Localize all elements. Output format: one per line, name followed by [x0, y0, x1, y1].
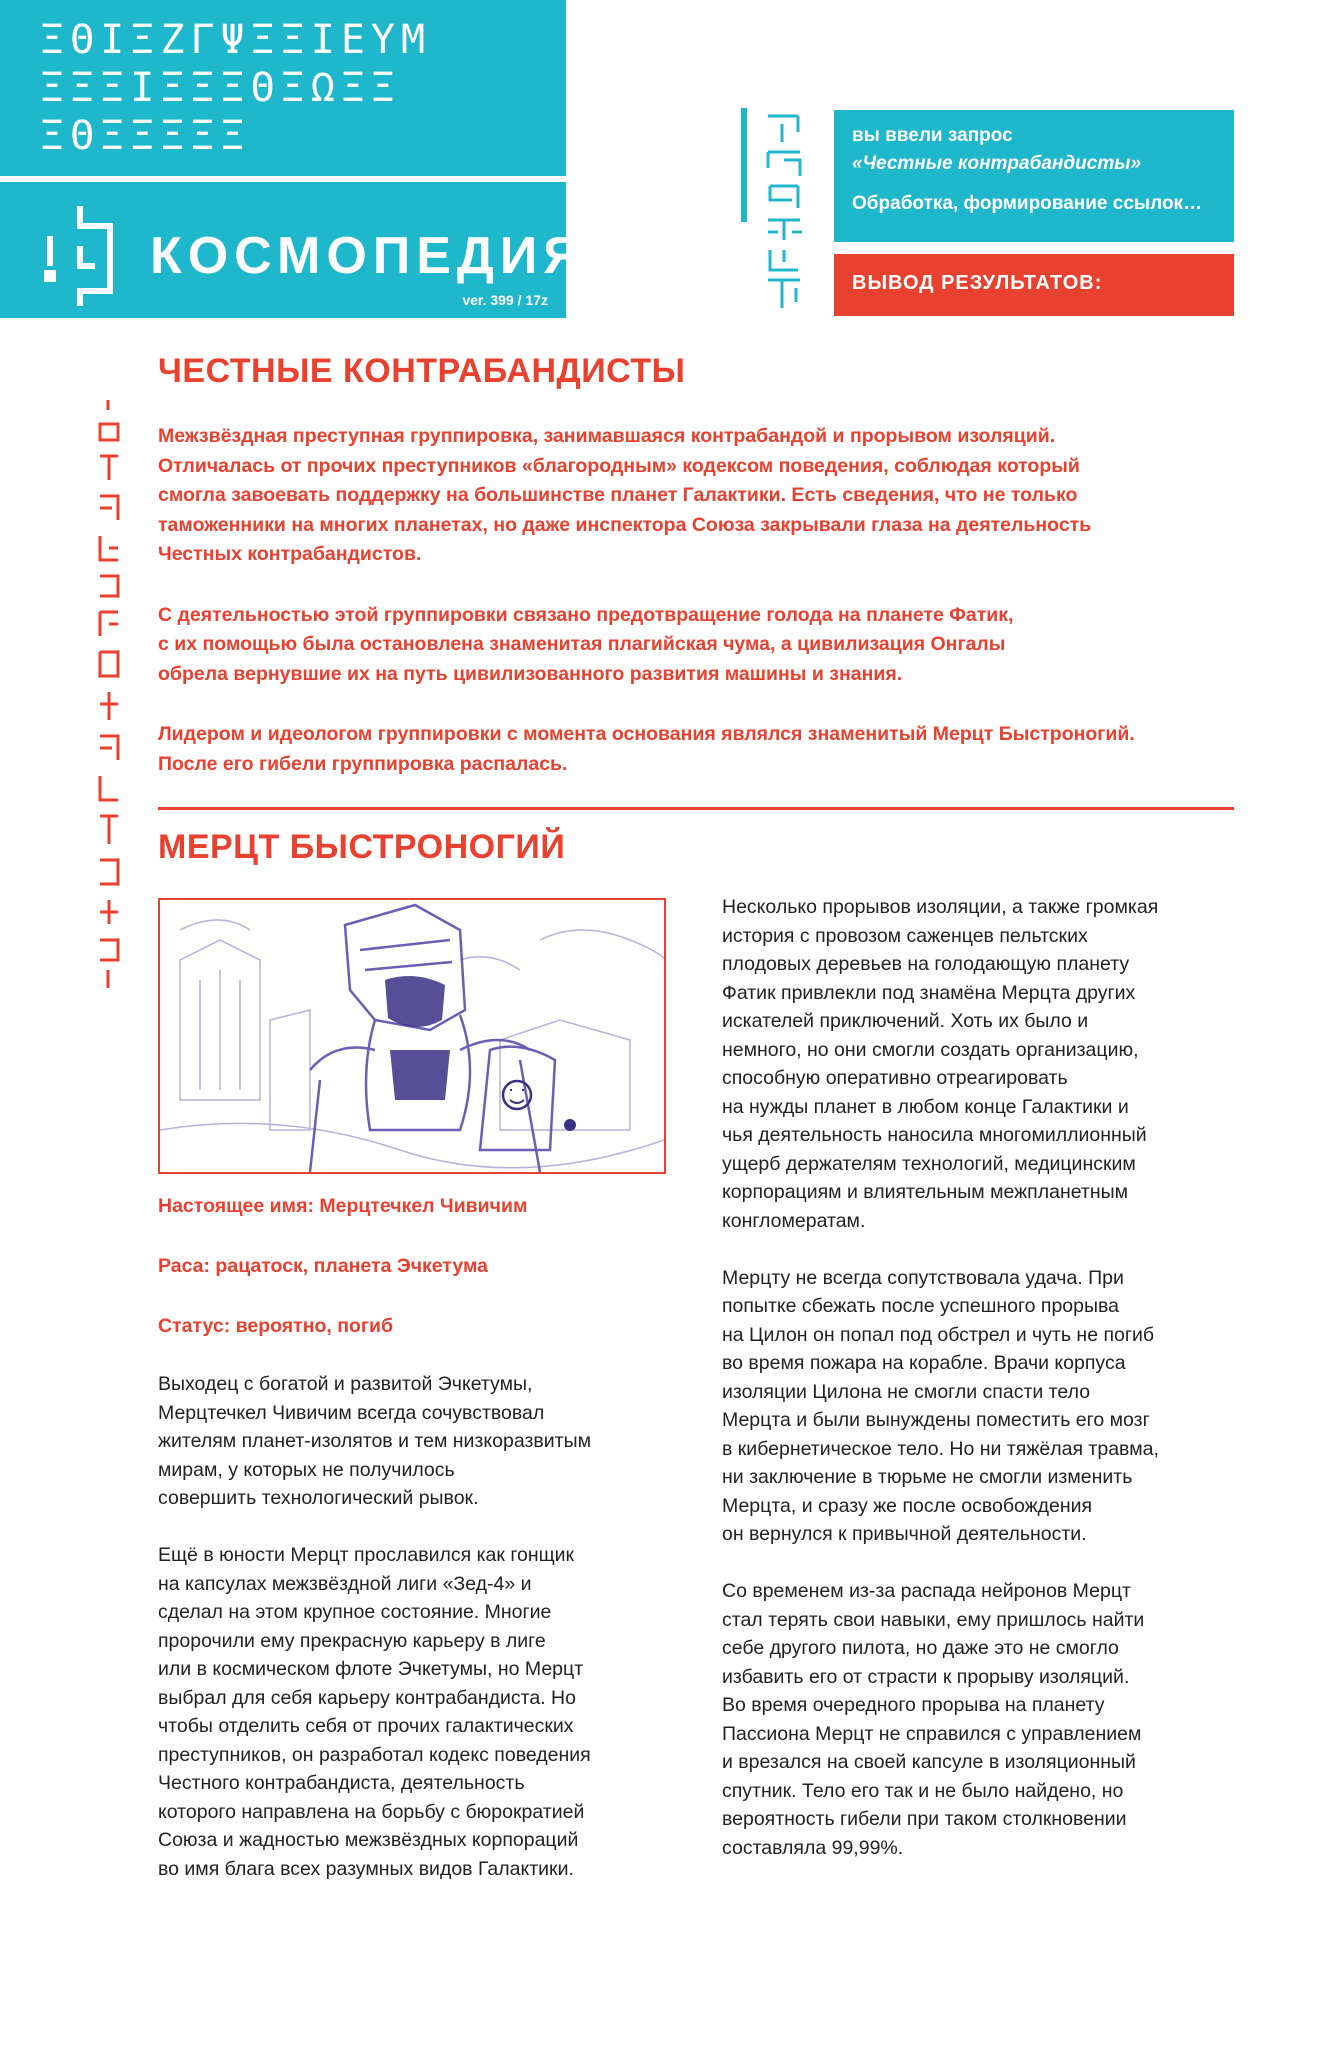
alien-script-row-1: ΞΘΙΞΖΓΨΞΞΙΕΥΜ	[40, 17, 432, 63]
text-line: Во время очередного прорыва на планету	[722, 1694, 1105, 1716]
text-line: Мерцта и были вынуждены поместить его мозг	[722, 1409, 1150, 1431]
text-line: немного, но они смогли создать организацию,	[722, 1038, 1139, 1061]
results-banner: ВЫВОД РЕЗУЛЬТАТОВ:	[834, 254, 1234, 316]
text-line: Несколько прорывов изоляции, а также громкая	[722, 896, 1159, 918]
intro-paragraph	[158, 422, 1238, 570]
header-stripe-gap	[0, 176, 566, 182]
text-line: Честного контрабандиста, деятельность	[158, 1772, 525, 1794]
article-intro	[158, 422, 1238, 810]
text-line: во время пожара на корабле. Врачи корпуса	[722, 1352, 1126, 1374]
text-line: которого направлена на борьбу с бюрократией	[158, 1800, 585, 1823]
text-line: Пассиона Мерцт не справился с управлением	[722, 1722, 1142, 1745]
text-line: он вернулся к привычной деятельности.	[722, 1523, 1087, 1545]
character-facts	[158, 1192, 678, 1372]
vertical-alien-script-red-icon	[88, 400, 128, 990]
intro-paragraph	[158, 720, 1238, 779]
alien-script-row-2: ΞΞΞΙΞΞΞΘΞΩΞΞ	[40, 65, 401, 111]
query-text: «Честные контрабандисты»	[852, 153, 1142, 174]
text-line: в кибернетическое тело. Но ни тяжёлая травма,	[722, 1437, 1159, 1460]
fact-race: Раса: рацатоск, планета Эчкетума	[158, 1255, 489, 1277]
intro-paragraph	[158, 601, 1238, 690]
text-line: таможенники на многих планетах, но даже инспектора Союза закрывали глаза на деятельность	[158, 513, 1092, 536]
body-paragraph	[158, 1541, 678, 1883]
section-divider	[158, 807, 1234, 810]
text-line: Мерцтечкел Чивичим всегда сочувствовал	[158, 1401, 545, 1424]
text-line: Лидером и идеологом группировки с момента основания являлся знаменитый Мерцт Быстроногий.	[158, 723, 1135, 745]
text-line: себе другого пилота, но даже это не смогло	[722, 1637, 1119, 1659]
text-line: и врезался на своей капсуле в изоляционный	[722, 1751, 1136, 1773]
left-column-text	[158, 1370, 678, 1912]
logo-wordmark: КОСМОПЕДИЯ	[150, 227, 587, 285]
text-line: Отличалась от прочих преступников «благородным» кодексом поведения, соблюдая который	[158, 454, 1080, 477]
query-processing-status: Обработка, формирование ссылок…	[852, 193, 1203, 214]
text-line: конгломератам.	[722, 1209, 866, 1232]
text-line: Ещё в юности Мерцт прославился как гонщик	[158, 1544, 575, 1566]
text-line: пророчили ему прекрасную карьеру в лиге	[158, 1629, 546, 1652]
body-paragraph	[722, 1577, 1242, 1862]
text-line: чтобы отделить себя от прочих галактических	[158, 1715, 574, 1737]
text-line: попытке сбежать после успешного прорыва	[722, 1295, 1119, 1317]
text-line: Межзвёздная преступная группировка, занимавшаяся контрабандой и прорывом изоляций.	[158, 425, 1056, 447]
robot-sketch-image	[160, 900, 664, 1172]
fact-real-name: Настоящее имя: Мерцтечкел Чивичим	[158, 1195, 528, 1217]
text-line: стал терять свои навыки, ему пришлось найти	[722, 1608, 1145, 1631]
text-line: Мерцту не всегда сопутствовала удача. При	[722, 1266, 1124, 1289]
text-line: Честных контрабандистов.	[158, 543, 422, 565]
text-line: смогла завоевать поддержку на большинстве планет Галактики. Есть сведения, что не только	[158, 484, 1078, 506]
text-line: с их помощью была остановлена знаменитая плагийская чума, а цивилизация Онгалы	[158, 633, 1006, 655]
text-line: корпорациям и влиятельным межпланетным	[722, 1181, 1129, 1203]
logo-icon	[40, 206, 120, 306]
text-line: во имя блага всех разумных видов Галактики.	[158, 1857, 574, 1880]
text-line: Фатик привлекли под знамёна Мерцта других	[722, 981, 1136, 1004]
text-line: на капсулах межзвёздной лиги «Зед-4» и	[158, 1572, 532, 1595]
query-accent-bar	[741, 108, 747, 222]
body-paragraph	[722, 1264, 1242, 1549]
text-line: преступников, он разработал кодекс поведения	[158, 1743, 591, 1766]
text-line: способную оперативно отреагировать	[722, 1067, 1068, 1089]
text-line: выбрал для себя карьеру контрабандиста. Но	[158, 1686, 576, 1709]
text-line: на нужды планет в любом конце Галактики и	[722, 1095, 1129, 1118]
text-line: С деятельностью этой группировки связано предотвращение голода на планете Фатик,	[158, 603, 1014, 626]
text-line: вероятность гибели при таком столкновении	[722, 1808, 1127, 1830]
text-line: сделал на этом крупное состояние. Многие	[158, 1601, 552, 1623]
body-paragraph	[722, 893, 1242, 1235]
version-label: ver. 399 / 17z	[462, 292, 548, 308]
query-entered-label: вы ввели запрос	[852, 125, 1013, 146]
vertical-alien-script-icon	[762, 112, 808, 312]
text-line: или в космическом флоте Эчкетумы, но Мерцт	[158, 1658, 584, 1680]
text-line: Союза и жадностью межзвёздных корпораций	[158, 1829, 579, 1851]
text-line: история с провозом саженцев пельтских	[722, 924, 1088, 947]
text-line: После его гибели группировка распалась.	[158, 752, 568, 775]
text-line: ущерб держателям технологий, медицинским	[722, 1152, 1136, 1175]
text-line: чья деятельность наносила многомиллионный	[722, 1124, 1147, 1146]
text-line: искателей приключений. Хоть их было и	[722, 1010, 1089, 1032]
text-line: ни заключение в тюрьме не смогли изменить	[722, 1466, 1133, 1488]
right-column-text	[722, 893, 1242, 1891]
text-line: составляла 99,99%.	[722, 1836, 904, 1859]
fact-status: Статус: вероятно, погиб	[158, 1315, 394, 1337]
text-line: жителям планет-изолятов и тем низкоразвитым	[158, 1430, 591, 1452]
query-panel	[834, 110, 1234, 242]
text-line: избавить его от страсти к прорыву изоляций.	[722, 1665, 1130, 1688]
text-line: совершить технологический рывок.	[158, 1487, 479, 1509]
alien-script-row-3: ΞΘΞΞΞΞΞ	[40, 113, 251, 159]
text-line: спутник. Тело его так и не было найдено, но	[722, 1779, 1124, 1802]
character-illustration	[158, 898, 666, 1174]
text-line: изоляции Цилона не смогли спасти тело	[722, 1380, 1091, 1403]
text-line: Мерцта, и сразу же после освобождения	[722, 1494, 1093, 1517]
text-line: Выходец с богатой и развитой Эчкетумы,	[158, 1373, 533, 1395]
text-line: плодовых деревьев на голодающую планету	[722, 953, 1130, 975]
text-line: мирам, у которых не получилось	[158, 1458, 455, 1481]
text-line: обрела вернувшие их на путь цивилизованного развития машины и знания.	[158, 662, 903, 685]
text-line: на Цилон он попал под обстрел и чуть не погиб	[722, 1323, 1155, 1346]
section-title: МЕРЦТ БЫСТРОНОГИЙ	[158, 828, 566, 866]
text-line: Со временем из-за распада нейронов Мерцт	[722, 1580, 1131, 1602]
article-title: ЧЕСТНЫЕ КОНТРАБАНДИСТЫ	[158, 352, 686, 390]
body-paragraph	[158, 1370, 678, 1513]
